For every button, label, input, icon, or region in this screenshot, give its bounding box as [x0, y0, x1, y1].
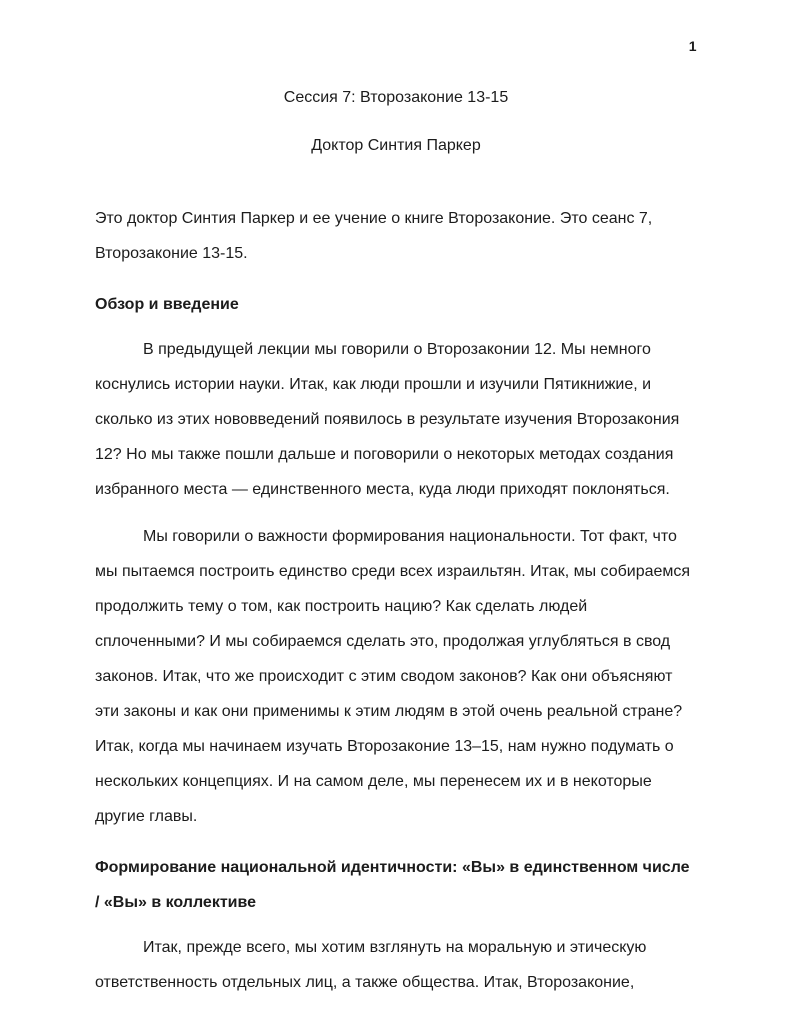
document-title: Сессия 7: Второзаконие 13-15	[283, 89, 509, 106]
paragraph: Мы говорили о важности формирования национальности. Тот факт, что мы пытаемся построить единство среди всех израильтян. Итак, мы собираемся продолжить тему о том, как построить нацию? Как сделать людей сплоченными? И мы собираемся сделать это, продолжая углубляться в свод законов. Итак, что же происходит с этим сводом законов? Как они объясняют эти законы и как они применимы к этим людям в этой очень реальной стране? Итак, когда мы начинаем изучать Второзаконие 13–15, нам нужно подумать о нескольких концепциях. И на самом деле, мы перенесем их и в некоторые другие главы.	[95, 528, 691, 825]
intro-paragraph: Это доктор Синтия Паркер и ее учение о книге Второзаконие. Это сеанс 7, Второзаконие 13-15.	[95, 210, 653, 262]
page-number: 1	[688, 38, 697, 54]
section-heading-national-identity: Формирование национальной идентичности: «Вы» в единственном числе / «Вы» в коллективе	[95, 859, 690, 911]
document-author: Доктор Синтия Паркер	[311, 137, 481, 154]
paragraph: Итак, прежде всего, мы хотим взглянуть на моральную и этическую ответственность отдельных лиц, а также общества. Итак, Второзаконие,	[95, 939, 647, 991]
section-heading-overview: Обзор и введение	[95, 296, 239, 313]
paragraph: В предыдущей лекции мы говорили о Второзаконии 12. Мы немного коснулись истории науки. Итак, как люди прошли и изучили Пятикнижие, и сколько из этих нововведений появилось в результате изучения Второзакония 12? Но мы также пошли дальше и поговорили о некоторых методах создания избранного места — единственного места, куда люди приходят поклоняться.	[95, 341, 680, 498]
